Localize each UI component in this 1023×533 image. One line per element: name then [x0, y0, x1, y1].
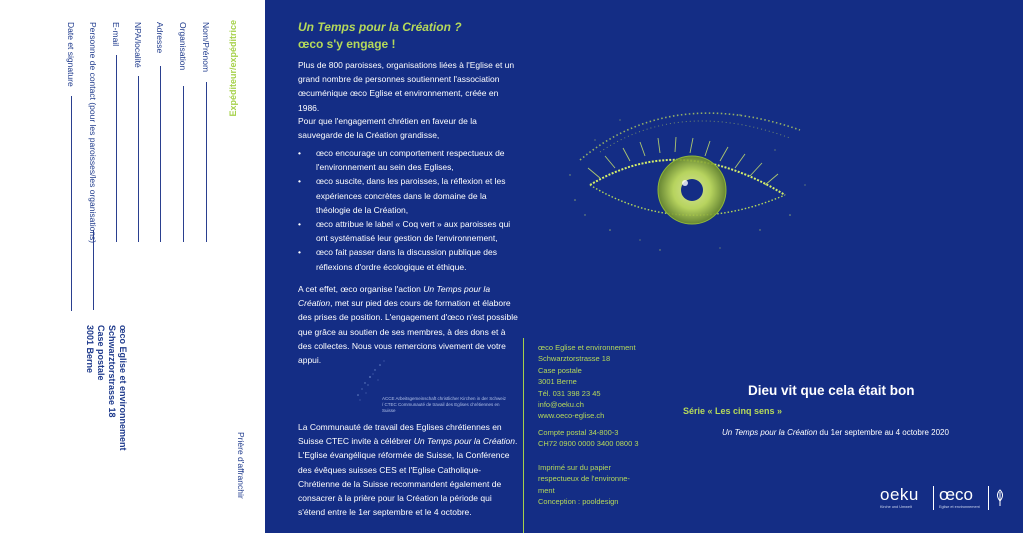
field-date-line[interactable]	[71, 96, 72, 311]
contact-line: ment	[538, 485, 555, 495]
contact-email-link[interactable]: info@oeku.ch	[538, 400, 584, 410]
field-contact-line[interactable]	[93, 230, 94, 310]
field-name-line[interactable]	[206, 82, 207, 242]
event-dates: Un Temps pour la Création du 1er septembre au 4 octobre 2020	[722, 428, 949, 437]
ctec-footnote: ACCE Arbeitsgemeinschaft christlicher Kirchen in der Schweiz / CTEC Communauté de travail des Eglises chrétiennes en Suisse	[382, 396, 507, 413]
field-organisation-line[interactable]	[183, 86, 184, 242]
panel-heading: Un Temps pour la Création ?	[298, 20, 462, 34]
action-paragraph: A cet effet, œco organise l'action Un Temps pour la Création, met sur pied des cours de formation et élabore des prises de position. L'engagement d'œco n'est possible que grâce au soutien de ses membres, à des dons et à des collectes. Nous vous remercions vivement de votre appui.	[298, 284, 518, 366]
recipient-line: 3001 Berne	[85, 325, 95, 374]
contact-address	[538, 342, 636, 422]
recipient-address	[84, 325, 128, 451]
contact-line: Schwarztorstrasse 18	[538, 354, 611, 364]
logo-oeku-text: oeku	[880, 485, 919, 504]
field-email-line[interactable]	[116, 55, 117, 242]
contact-line: respectueux de l'environne-	[538, 474, 630, 484]
logo-divider	[988, 486, 989, 510]
contact-phone: Tél. 031 398 23 45	[538, 388, 601, 398]
series-label: Série « Les cinq sens »	[683, 406, 783, 416]
contact-print	[538, 462, 630, 508]
stamp-note: Prière d'affranchir	[236, 432, 246, 499]
field-address-line[interactable]	[160, 66, 161, 242]
field-npa-label: NPA/localité	[133, 22, 143, 68]
field-contact-label: Personne de contact (pour les paroisses/les organisations)	[88, 22, 98, 244]
contact-line: Imprimé sur du papier	[538, 463, 611, 472]
leaf-icon	[993, 489, 1007, 507]
contact-line: Compte postal 34-800-3	[538, 428, 619, 437]
field-date-label: Date et signature	[66, 22, 76, 87]
contact-line: 3001 Berne	[538, 377, 577, 387]
engagement-paragraph: Pour que l'engagement chrétien en faveur de la sauvegarde de la Création grandisse,	[298, 116, 477, 141]
contact-line: Conception : pooldesign	[538, 497, 619, 507]
logo-divider	[933, 486, 934, 510]
list-item: • œco suscite, dans les paroisses, la réflexion et les expériences concrètes dans le domaine de la théologie de la Création,	[298, 176, 506, 215]
eye-illustration	[560, 90, 820, 265]
contact-line: œco Eglise et environnement	[538, 343, 636, 352]
recipient-line: Schwarztorstrasse 18	[107, 325, 117, 418]
field-npa-line[interactable]	[138, 76, 139, 242]
contact-bank	[538, 427, 639, 450]
sender-title: Expéditeur/expéditrice	[228, 20, 238, 117]
panel-subheading: œco s'y engage !	[298, 37, 396, 51]
reply-card	[0, 0, 265, 533]
list-item: • œco attribue le label « Coq vert » aux paroisses qui ont systématisé leur gestion de l'environnement,	[298, 219, 511, 244]
field-name-label: Nom/Prénom	[201, 22, 211, 73]
contact-line: Case postale	[538, 365, 582, 375]
cover-title: Dieu vit que cela était bon	[748, 383, 915, 398]
field-email-label: E-mail	[111, 22, 121, 47]
intro-paragraph: Plus de 800 paroisses, organisations liées à l'Eglise et un grand nombre de personnes soutiennent l'association œcuménique œco Eglise et environnement, créée en 1986.	[298, 60, 515, 113]
engagement-list	[298, 146, 518, 274]
recipient-line: œco Eglise et environnement	[118, 325, 128, 451]
column-divider	[523, 338, 524, 533]
contact-line: CH72 0900 0000 3400 0800 3	[538, 439, 639, 449]
field-organisation-label: Organisation	[178, 22, 188, 71]
logo-oeku-subtitle: Kirche und Umwelt	[880, 505, 912, 509]
field-address-label: Adresse	[155, 22, 165, 54]
recipient-line: Case postale	[96, 325, 106, 381]
list-item: • œco encourage un comportement respectueux de l'environnement au sein des Eglises,	[298, 148, 505, 173]
logo-oeco-subtitle: Eglise et environnement	[939, 505, 980, 509]
logo-oeco-text: œco	[939, 485, 973, 504]
ctec-paragraph: La Communauté de travail des Eglises chrétiennes en Suisse CTEC invite à célébrer Un Temps pour la Création. L'Eglise évangélique réformée de Suisse, la Conférence des évêques suisses CES et l'Eglise Catholique-Chrétienne de la Suisse recommandent également de consacrer à la prière pour la Création la période qui s'étend entre le 1er septembre et le 4 octobre.	[298, 422, 518, 518]
contact-website-link[interactable]: www.oeco-eglise.ch	[538, 411, 605, 421]
list-item: • œco fait passer dans la discussion publique des réflexions d'ordre écologique et éthique.	[298, 247, 497, 272]
